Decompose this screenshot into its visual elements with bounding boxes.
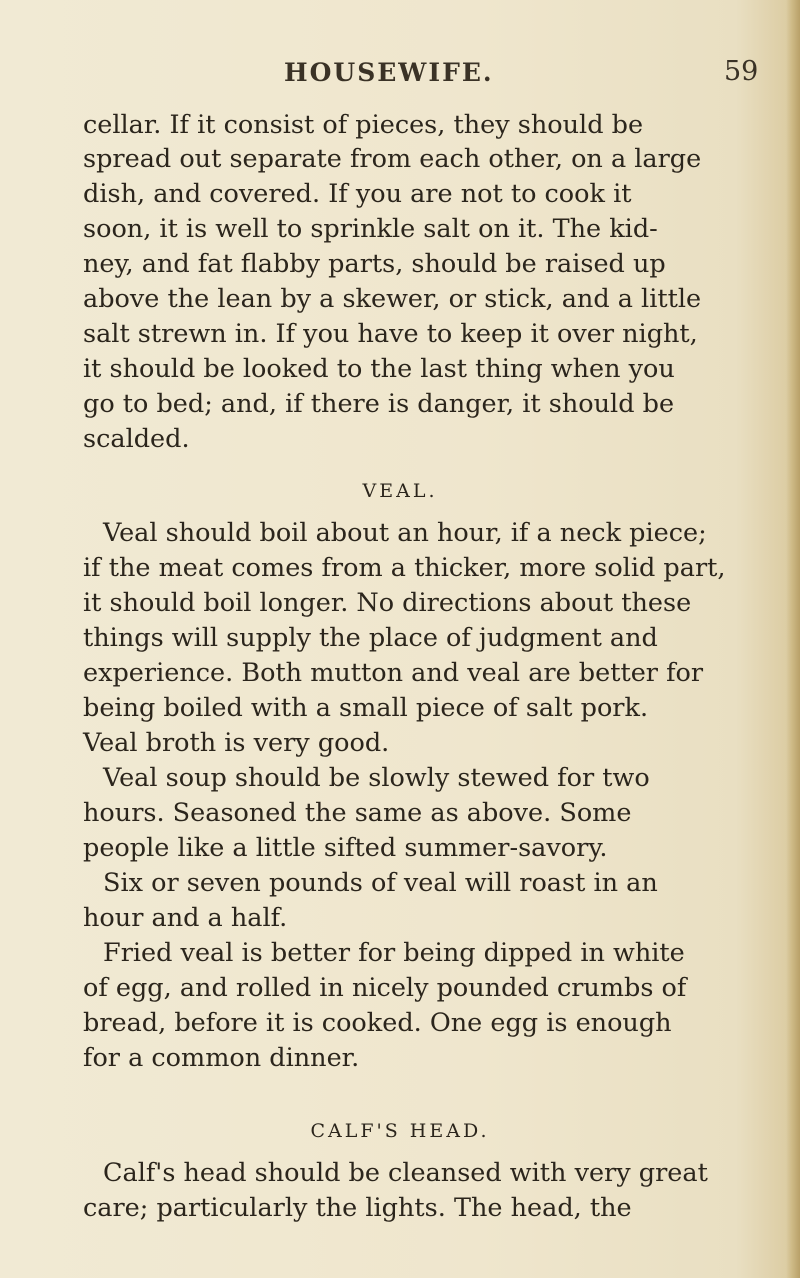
running-title: HOUSEWIFE.	[284, 58, 494, 87]
text-line: things will supply the place of judgment and	[83, 623, 658, 653]
text-line: ney, and fat flabby parts, should be raised up	[83, 249, 666, 279]
text-line: soon, it is well to sprinkle salt on it. The kid-	[83, 214, 658, 244]
text-line: it should be looked to the last thing when you	[83, 354, 675, 384]
section-heading-veal: VEAL.	[362, 480, 438, 502]
text-line: Veal should boil about an hour, if a neck piece;	[103, 518, 707, 548]
text-line: Veal soup should be slowly stewed for two	[103, 763, 650, 793]
text-line: experience. Both mutton and veal are better for	[83, 658, 704, 688]
text-line: of egg, and rolled in nicely pounded crumbs of	[83, 973, 687, 1003]
text-line: go to bed; and, if there is danger, it should be	[83, 389, 675, 419]
section-heading-calfs-head: CALF'S HEAD.	[310, 1120, 490, 1142]
running-head	[0, 58, 800, 88]
text-line: people like a little sifted summer-savory.	[83, 833, 608, 863]
text-line: above the lean by a skewer, or stick, and a little	[83, 284, 702, 314]
text-line: bread, before it is cooked. One egg is enough	[83, 1008, 672, 1038]
text-line: if the meat comes from a thicker, more solid part,	[83, 553, 726, 583]
text-line: for a common dinner.	[83, 1043, 360, 1073]
text-line: Veal broth is very good.	[83, 728, 390, 758]
text-line: Six or seven pounds of veal will roast in an	[103, 868, 658, 898]
text-line: cellar. If it consist of pieces, they should be	[83, 110, 644, 140]
text-line: Calf's head should be cleansed with very great	[103, 1158, 708, 1188]
text-line: Fried veal is better for being dipped in white	[103, 938, 685, 968]
page-edge	[786, 0, 800, 1278]
page-number: 59	[724, 56, 759, 87]
text-line: scalded.	[83, 424, 190, 454]
text-line: hour and a half.	[83, 903, 288, 933]
text-line: it should boil longer. No directions about these	[83, 588, 692, 618]
text-line: care; particularly the lights. The head, the	[83, 1193, 632, 1223]
text-line: salt strewn in. If you have to keep it over night,	[83, 319, 698, 349]
text-line: dish, and covered. If you are not to cook it	[83, 179, 632, 209]
text-line: hours. Seasoned the same as above. Some	[83, 798, 632, 828]
text-line: being boiled with a small piece of salt pork.	[83, 693, 649, 723]
text-line: spread out separate from each other, on a large	[83, 144, 702, 174]
